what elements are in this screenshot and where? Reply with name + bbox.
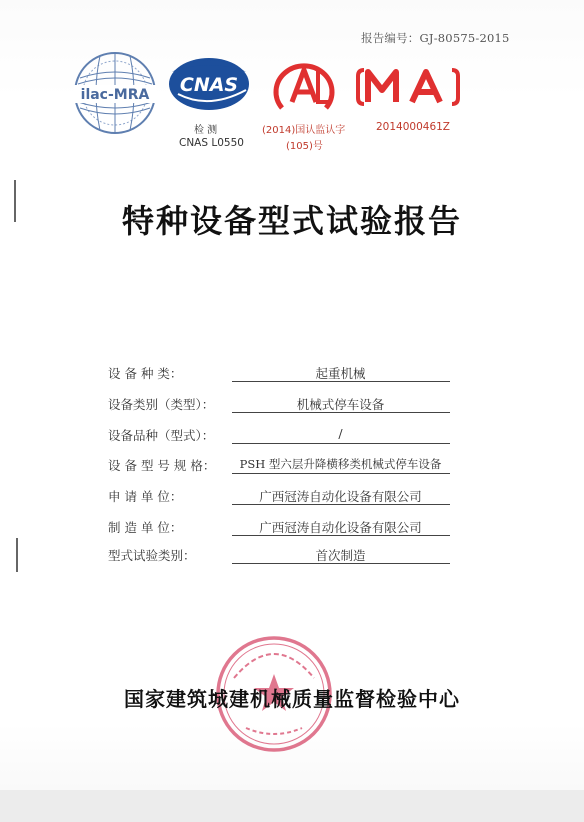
field-value: PSH 型六层升降横移类机械式停车设备 <box>239 457 442 471</box>
field-underline <box>232 443 450 444</box>
scan-edge-mark <box>16 538 18 572</box>
field-label: 设备品种（型式）： <box>108 428 215 443</box>
field-underline <box>232 535 450 536</box>
cal-logo-text: CAL <box>302 116 306 117</box>
field-label: 制 造 单 位： <box>108 520 183 535</box>
field-row-applicant <box>108 487 488 507</box>
field-label: 型式试验类别： <box>108 548 196 563</box>
cnas-logo-text: CNAS <box>179 74 239 96</box>
issuing-organization: 国家建筑城建机械质量监督检验中心 <box>124 687 460 711</box>
field-value: 广西冠涛自动化设备有限公司 <box>259 520 422 535</box>
field-row-equipment-type <box>108 364 488 384</box>
field-value: 首次制造 <box>315 548 366 563</box>
cal-caption-line1: (2014)国认监认字 <box>262 125 346 136</box>
field-label: 设 备 种 类： <box>108 366 183 381</box>
field-value: 广西冠涛自动化设备有限公司 <box>259 489 422 504</box>
cma-logo <box>356 64 460 110</box>
ilac-logo-text: ilac-MRA <box>80 87 150 103</box>
field-underline <box>232 412 450 413</box>
field-value: 起重机械 <box>315 366 366 381</box>
field-row-equipment-variety <box>108 426 488 446</box>
field-underline <box>232 563 450 564</box>
cnas-caption-number: CNAS L0550 <box>179 137 244 149</box>
cnas-logo <box>164 50 254 114</box>
field-row-model-spec <box>108 456 488 476</box>
field-label: 申 请 单 位： <box>108 489 183 504</box>
field-underline <box>232 381 450 382</box>
field-row-test-category <box>108 546 488 566</box>
field-underline <box>232 473 450 474</box>
cma-caption: 2014000461Z <box>376 121 450 133</box>
ilac-mra-logo <box>70 48 160 138</box>
cal-logo <box>268 56 340 118</box>
cma-logo-text: CMA <box>406 108 410 109</box>
cnas-caption-top: 检 测 <box>194 125 218 136</box>
field-label: 设 备 型 号 规 格： <box>108 458 216 473</box>
report-title: 特种设备型式试验报告 <box>121 202 462 240</box>
report-number: 报告编号：GJ-80575-2015 <box>361 31 510 45</box>
field-row-equipment-category <box>108 395 488 415</box>
field-value: 机械式停车设备 <box>296 397 385 412</box>
field-label: 设备类别（类型）： <box>108 397 215 412</box>
cal-caption-line2: (105)号 <box>286 141 323 152</box>
scan-bottom-band <box>0 790 584 822</box>
field-value: / <box>338 426 343 441</box>
field-underline <box>232 504 450 505</box>
field-row-manufacturer <box>108 518 488 538</box>
